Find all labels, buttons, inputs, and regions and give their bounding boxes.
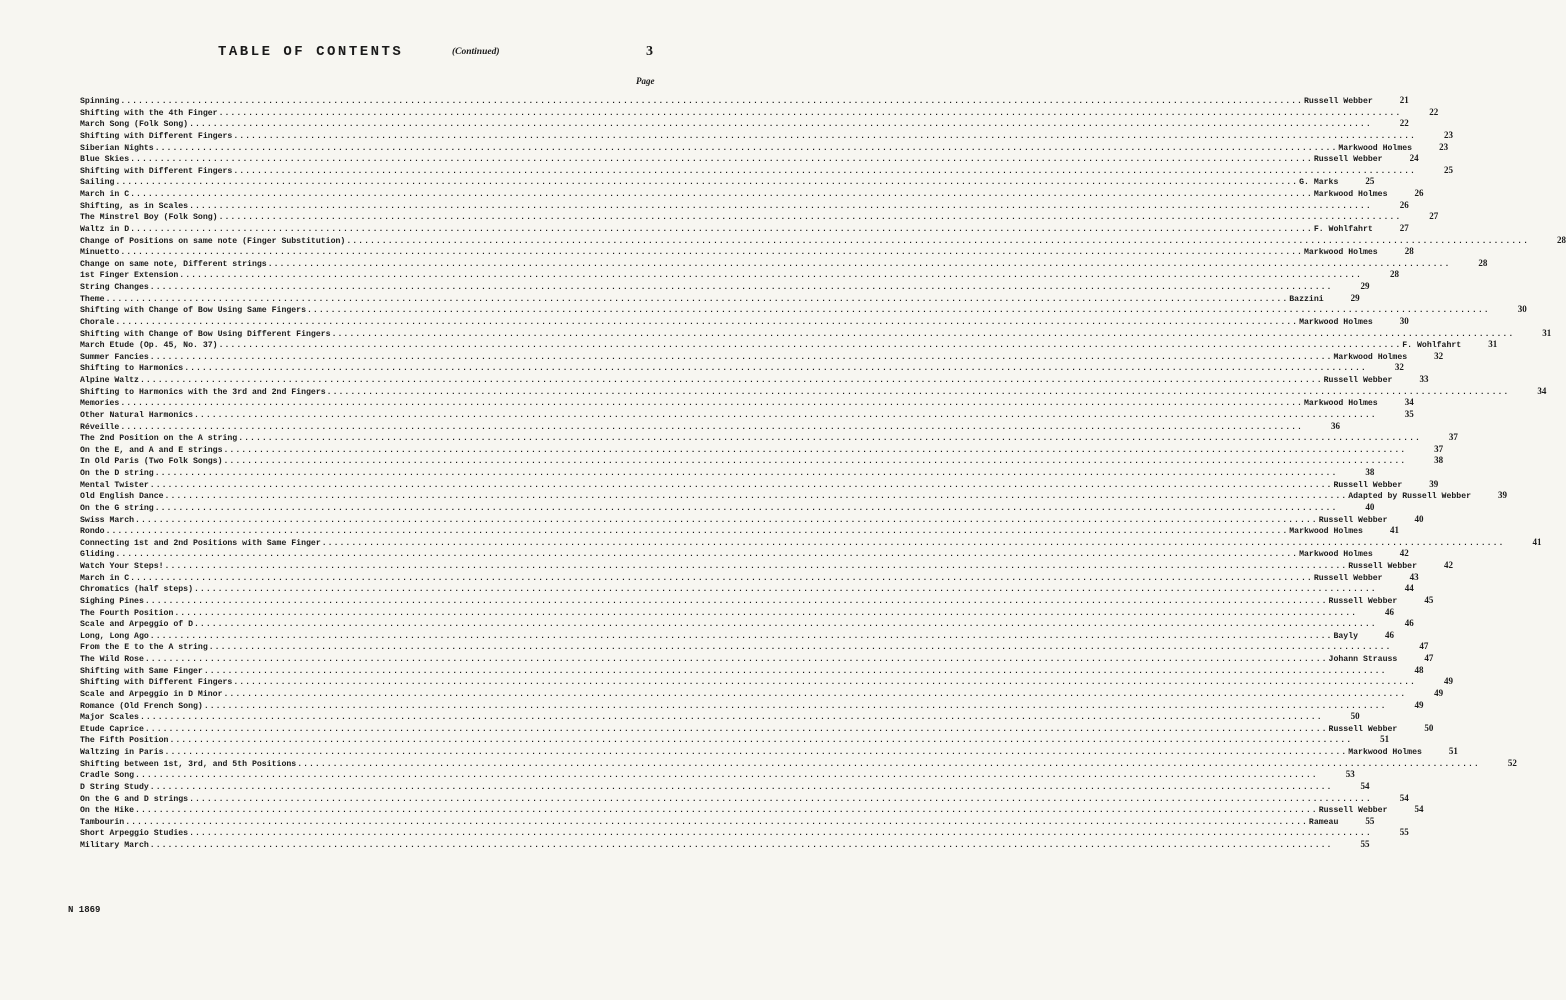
toc-entry [80,385,1547,398]
toc-entry [80,653,1434,665]
dot-leader: ........................................................................................................................................................................................................ [144,655,1328,664]
toc-entry-title: Change of Positions on same note (Finger Substitution) [80,236,346,246]
toc-entry [80,304,1527,316]
dot-leader: ........................................................................................................................................................................................................ [149,352,1333,362]
toc-entry-page: 27 [1429,211,1439,222]
toc-entry [80,315,1409,328]
toc-entry [80,141,1449,154]
dot-leader: ........................................................................................................................................................................................................ [203,701,1387,711]
toc-entry-page: 38 [1434,455,1444,466]
toc-entry-page: 22 [1399,118,1409,129]
toc-entry-title: Swiss March [80,515,135,525]
toc-entry [80,339,1498,351]
toc-entry-page: 44 [1404,583,1414,594]
dot-leader: ........................................................................................................................................................................................................ [154,503,1338,513]
toc-entry-page: 47 [1424,653,1434,663]
toc-entry [80,467,1375,479]
toc-entry-page: 46 [1404,618,1414,629]
dot-leader: ........................................................................................................................................................................................................ [135,515,1318,525]
page-title: TABLE OF CONTENTS [218,44,404,60]
toc-entry [80,327,1552,340]
toc-entry-page: 28 [1478,257,1488,268]
toc-entry [80,408,1414,421]
toc-entry-title: Chorale [80,317,115,327]
toc-entry-title: Shifting with Different Fingers [80,131,233,141]
toc-entry-title: Shifting, as in Scales [80,201,189,211]
toc-entry [80,164,1453,177]
toc-entry-author: Rameau [1308,817,1339,827]
toc-entry-page: 37 [1434,443,1444,454]
toc-entry-author: Markwood Holmes [1303,248,1378,258]
toc-entry [80,199,1409,212]
dot-leader: ........................................................................................................................................................................................................ [189,829,1372,839]
toc-entry-page: 48 [1414,664,1424,675]
toc-entry-page: 30 [1399,315,1409,326]
toc-entry-title: D String Study [80,782,149,792]
toc-entry-title: Etude Caprice [80,724,144,734]
toc-entry-page: 31 [1488,339,1498,350]
dot-leader: ........................................................................................................................................................................................................ [346,236,1529,246]
toc-entry [80,629,1395,642]
toc-entry-title: Theme [80,294,105,304]
toc-entry-page: 29 [1360,281,1370,291]
toc-entry-page: 39 [1498,490,1508,501]
dot-leader: ........................................................................................................................................................................................................ [125,817,1308,827]
toc-entry-title: Old English Dance [80,492,164,502]
toc-entry-title: Shifting with Change of Bow Using Same Fingers [80,306,307,316]
toc-entry-title: Scale and Arpeggio of D [80,620,194,630]
toc-entry [80,722,1434,735]
toc-entry [80,513,1424,526]
toc-entry-title: March Song (Folk Song) [80,120,189,130]
toc-entry-page: 25 [1443,164,1453,175]
toc-entry [80,548,1409,560]
dot-leader: ........................................................................................................................................................................................................ [223,689,1407,699]
toc-entry-author: Markwood Holmes [1338,143,1413,153]
toc-entry-title: Mental Twister [80,480,149,490]
toc-entry-page: 49 [1434,687,1444,698]
toc-entry-title: Rondo [80,527,105,537]
toc-entry-page: 29 [1350,292,1360,303]
dot-leader: ........................................................................................................................................................................................................ [233,678,1416,688]
toc-entry-title: Summer Fancies [80,352,149,362]
toc-entry-page: 28 [1557,234,1566,245]
toc-entry-title: On the E, and A and E strings [80,445,223,455]
dot-leader: ........................................................................................................................................................................................................ [218,108,1402,118]
dot-leader: ........................................................................................................................................................................................................ [105,527,1289,537]
dot-leader: ........................................................................................................................................................................................................ [130,224,1313,234]
dot-leader: ........................................................................................................................................................................................................ [149,841,1333,850]
toc-entry-title: From the E to the A string [80,643,208,653]
toc-entry-title: Connecting 1st and 2nd Positions with Same Finger [80,538,321,548]
toc-entry-title: Chromatics (half steps) [80,585,194,595]
toc-entry-author: Russell Webber [1328,724,1398,734]
dot-leader: ........................................................................................................................................................................................................ [189,120,1372,130]
toc-entry-author: G. Marks [1299,178,1339,188]
dot-leader: ........................................................................................................................................................................................................ [267,259,1451,269]
toc-entry-author: Adapted by Russell Webber [1348,492,1472,502]
toc-entry-title: String Changes [80,283,149,292]
toc-entry-page: 46 [1385,629,1395,640]
toc-entry-title: The Fourth Position [80,608,174,618]
toc-entry-page: 31 [1542,327,1552,338]
toc-entry-title: Romance (Old French Song) [80,701,203,711]
dot-leader: ........................................................................................................................................................................................................ [115,178,1299,188]
toc-entry-page: 40 [1365,501,1375,512]
page-header [0,44,711,64]
toc-entry-title: Waltzing in Paris [80,748,164,757]
dot-leader: ........................................................................................................................................................................................................ [130,155,1313,165]
toc-entry [80,525,1399,537]
dot-leader: ........................................................................................................................................................................................................ [115,317,1299,327]
toc-entry-page: 55 [1399,827,1409,838]
toc-entry-title: On the D string [80,469,154,478]
dot-leader: ........................................................................................................................................................................................................ [223,457,1407,467]
dot-leader: ........................................................................................................................................................................................................ [307,306,1490,316]
toc-entry [80,606,1395,619]
toc-entry [80,397,1414,409]
toc-entry-title: Change on same note, Different strings [80,259,267,269]
toc-entry [80,804,1424,816]
toc-entry-title: On the Hike [80,806,135,816]
toc-entry-title: Short Arpeggio Studies [80,829,189,839]
toc-entry [80,95,1409,107]
toc-entry-page: 27 [1399,222,1409,233]
toc-entry-author: Markwood Holmes [1333,352,1408,362]
toc-entry-page: 49 [1414,699,1424,710]
toc-entry-author: Russell Webber [1318,806,1388,816]
dot-leader: ........................................................................................................................................................................................................ [120,422,1303,432]
toc-entry-page: 49 [1443,676,1453,687]
toc-entry [80,664,1424,677]
toc-entry-page: 26 [1414,188,1424,198]
dot-leader: ........................................................................................................................................................................................................ [179,271,1362,281]
toc-entry-page: 52 [1507,757,1517,768]
toc-entry-title: On the G and D strings [80,794,189,804]
toc-entry [80,455,1444,467]
toc-entry-title: Gliding [80,550,115,560]
dot-leader: ........................................................................................................................................................................................................ [115,550,1299,560]
toc-entry-page: 25 [1365,176,1375,187]
toc-entry-page: 21 [1399,95,1409,105]
toc-entry [80,711,1360,723]
toc-entry [80,536,1542,549]
dot-leader: ........................................................................................................................................................................................................ [194,620,1377,630]
toc-entry [80,687,1444,700]
dot-leader: ........................................................................................................................................................................................................ [174,608,1358,618]
toc-entry-title: 1st Finger Extension [80,271,179,281]
table-of-contents [80,95,1566,851]
toc-entry [80,769,1355,781]
toc-entry-page: 51 [1448,746,1458,756]
dot-leader: ........................................................................................................................................................................................................ [144,596,1328,606]
toc-entry-title: Long, Long Ago [80,631,149,641]
toc-entry-title: Shifting to Harmonics [80,364,184,374]
toc-entry-author: Russell Webber [1333,480,1403,490]
toc-entry [80,234,1566,247]
toc-entry-page: 28 [1404,246,1414,257]
toc-entry-page: 45 [1424,594,1434,605]
toc-entry [80,222,1409,235]
toc-entry-title: Memories [80,399,120,409]
dot-leader: ........................................................................................................................................................................................................ [218,341,1402,351]
toc-entry-page: 50 [1350,711,1360,722]
dot-leader: ........................................................................................................................................................................................................ [139,376,1323,385]
toc-entry [80,350,1444,363]
toc-entry-page: 24 [1409,153,1419,164]
toc-entry-title: Shifting with Change of Bow Using Different Fingers [80,329,331,339]
toc-entry-title: Scale and Arpeggio in D Minor [80,689,223,699]
toc-entry-title: The Minstrel Boy (Folk Song) [80,213,218,223]
dot-leader: ........................................................................................................................................................................................................ [149,480,1333,490]
dot-leader: ........................................................................................................................................................................................................ [223,445,1407,455]
toc-entry [80,269,1399,281]
toc-entry-title: Waltz in D [80,224,130,234]
toc-entry-author: Russell Webber [1323,376,1393,385]
toc-entry [80,281,1370,293]
toc-entry-title: Major Scales [80,713,139,723]
toc-entry-page: 23 [1439,141,1449,152]
toc-entry [80,246,1414,258]
toc-entry-page: 39 [1429,478,1439,489]
toc-entry-title: Tambourin [80,817,125,827]
toc-entry-title: Alpine Waltz [80,376,139,385]
toc-entry-title: In Old Paris (Two Folk Songs) [80,457,223,467]
toc-entry-title: Blue Skies [80,155,130,165]
dot-leader: ........................................................................................................................................................................................................ [321,538,1505,548]
dot-leader: ........................................................................................................................................................................................................ [326,387,1510,397]
toc-entry-author: F. Wohlfahrt [1313,224,1373,234]
toc-entry-author: Markwood Holmes [1299,550,1373,560]
dot-leader: ........................................................................................................................................................................................................ [233,131,1416,141]
toc-entry [80,827,1409,839]
toc-entry-page: 42 [1399,548,1409,559]
dot-leader: ........................................................................................................................................................................................................ [105,294,1289,304]
toc-entry-page: 42 [1444,560,1453,570]
toc-entry-title: March Etude (Op. 45, No. 37) [80,341,218,351]
toc-entry-title: Watch Your Steps! [80,562,164,571]
dot-leader: ........................................................................................................................................................................................................ [238,434,1421,444]
dot-leader: ........................................................................................................................................................................................................ [130,573,1313,583]
toc-entry [80,257,1488,270]
toc-entry-page: 50 [1424,722,1434,733]
toc-entry [80,618,1414,630]
toc-entry-title: Réveille [80,422,120,432]
toc-entry-page: 35 [1404,408,1414,419]
toc-entry [80,641,1429,653]
toc-entry-title: Spinning [80,97,120,106]
toc-entry-title: March in C [80,573,130,583]
toc-entry [80,676,1453,688]
dot-leader: ........................................................................................................................................................................................................ [164,562,1348,571]
toc-entry-title: March in C [80,190,130,199]
toc-entry-title: Military March [80,841,149,850]
toc-entry-title: Cradle Song [80,771,135,781]
toc-entry-page: 46 [1385,606,1395,617]
dot-leader: ........................................................................................................................................................................................................ [194,410,1377,420]
toc-entry [80,118,1409,130]
toc-entry [80,757,1517,770]
dot-leader: ........................................................................................................................................................................................................ [120,399,1303,409]
dot-leader: ........................................................................................................................................................................................................ [149,283,1333,292]
dot-leader: ........................................................................................................................................................................................................ [208,643,1392,653]
dot-leader: ........................................................................................................................................................................................................ [120,97,1303,106]
toc-entry-page: 53 [1345,769,1355,780]
toc-entry-title: Shifting to Harmonics with the 3rd and 2nd Fingers [80,387,326,397]
toc-entry-author: Markwood Holmes [1303,399,1378,409]
toc-entry-title: Shifting with Same Finger [80,666,203,676]
toc-entry [80,362,1404,374]
toc-entry [80,746,1458,758]
toc-entry-author: F. Wohlfahrt [1402,341,1462,351]
toc-entry-author: Bayly [1333,631,1359,641]
toc-entry-page: 26 [1399,199,1409,210]
dot-leader: ........................................................................................................................................................................................................ [135,771,1318,781]
toc-entry [80,792,1409,805]
toc-entry-author: Russell Webber [1328,596,1398,606]
dot-leader: ........................................................................................................................................................................................................ [149,631,1333,641]
toc-entry [80,188,1424,200]
dot-leader: ........................................................................................................................................................................................................ [184,364,1367,374]
toc-entry-title: The Wild Rose [80,655,144,664]
toc-entry [80,443,1444,456]
dot-leader: ........................................................................................................................................................................................................ [154,143,1338,153]
toc-entry [80,815,1375,828]
toc-entry-author: Markwood Holmes [1299,317,1373,327]
toc-entry [80,176,1375,188]
toc-entry [80,420,1340,433]
toc-entry [80,594,1434,607]
continued-label: (Continued) [452,47,500,57]
toc-entry-title: Shifting with Different Fingers [80,166,233,176]
toc-entry-title: Shifting between 1st, 3rd, and 5th Positions [80,759,297,769]
toc-entry-author: Markwood Holmes [1313,190,1388,199]
toc-entry [80,839,1370,851]
toc-entry [80,432,1458,444]
dot-leader: ........................................................................................................................................................................................................ [164,492,1348,502]
toc-entry-page: 47 [1419,641,1429,652]
dot-leader: ........................................................................................................................................................................................................ [154,469,1338,478]
toc-entry [80,211,1439,223]
dot-leader: ........................................................................................................................................................................................................ [331,329,1515,339]
dot-leader: ........................................................................................................................................................................................................ [194,585,1377,595]
dot-leader: ........................................................................................................................................................................................................ [297,759,1480,769]
toc-entry-page: 54 [1399,792,1409,803]
dot-leader: ........................................................................................................................................................................................................ [139,713,1323,723]
toc-entry-author: Johann Strauss [1328,655,1398,664]
toc-entry-page: 41 [1532,536,1542,547]
toc-entry-title: Sighing Pines [80,596,144,606]
toc-entry-author: Russell Webber [1303,97,1373,106]
toc-entry-page: 34 [1404,397,1414,408]
toc-entry-page: 43 [1409,571,1419,582]
dot-leader: ........................................................................................................................................................................................................ [169,736,1353,746]
toc-entry [80,129,1453,142]
toc-entry [80,780,1370,793]
page-column-label: Page [636,76,655,86]
toc-entry-author: Russell Webber [1313,155,1383,165]
toc-entry-author: Russell Webber [1313,573,1383,583]
toc-entry-page: 55 [1365,815,1375,826]
dot-leader: ........................................................................................................................................................................................................ [144,724,1328,734]
toc-entry-title: Shifting with Different Fingers [80,678,233,688]
toc-entry [80,699,1424,712]
toc-entry-title: Shifting with the 4th Finger [80,108,218,118]
toc-entry-page: 51 [1380,734,1390,745]
dot-leader: ........................................................................................................................................................................................................ [189,201,1372,211]
dot-leader: ........................................................................................................................................................................................................ [189,794,1372,804]
toc-entry-title: The Fifth Position [80,736,169,746]
toc-entry-page: 32 [1434,350,1444,361]
catalog-number: N 1869 [68,905,101,915]
toc-entry [80,374,1429,386]
toc-entry-title: Other Natural Harmonics [80,410,194,420]
toc-entry-page: 23 [1443,129,1453,140]
toc-entry-page: 30 [1517,304,1527,315]
toc-entry-page: 32 [1394,362,1404,373]
toc-entry-author: Bazzini [1289,294,1324,304]
toc-entry-title: Minuetto [80,248,120,258]
toc-entry-page: 54 [1360,780,1370,791]
toc-entry-page: 41 [1389,525,1399,536]
toc-entry-page: 55 [1360,839,1370,849]
toc-entry-page: 28 [1389,269,1399,280]
toc-entry-author: Markwood Holmes [1289,527,1363,537]
toc-entry [80,478,1439,491]
dot-leader: ........................................................................................................................................................................................................ [149,782,1333,792]
toc-entry-author: Russell Webber [1348,562,1417,571]
toc-entry [80,583,1414,595]
toc-entry-page: 22 [1429,106,1439,117]
toc-entry-title: On the G string [80,503,154,513]
toc-entry-page: 36 [1330,420,1340,431]
toc-entry [80,501,1375,514]
toc-entry-page: 33 [1419,374,1429,384]
dot-leader: ........................................................................................................................................................................................................ [135,806,1318,816]
dot-leader: ........................................................................................................................................................................................................ [203,666,1387,676]
toc-entry [80,560,1453,572]
dot-leader: ........................................................................................................................................................................................................ [130,190,1313,199]
dot-leader: ........................................................................................................................................................................................................ [164,748,1348,757]
page-number: 3 [646,44,653,59]
toc-entry [80,153,1419,165]
toc-entry [80,490,1508,502]
toc-entry-title: The 2nd Position on the A string [80,434,238,444]
toc-entry-page: 38 [1365,467,1375,477]
toc-entry-page: 37 [1448,432,1458,443]
dot-leader: ........................................................................................................................................................................................................ [218,213,1402,223]
toc-entry-title: Sailing [80,178,115,188]
toc-entry-page: 34 [1537,385,1547,396]
dot-leader: ........................................................................................................................................................................................................ [120,248,1303,258]
toc-entry-page: 40 [1414,513,1424,524]
toc-entry-author: Russell Webber [1318,515,1388,525]
toc-entry-author: Markwood Holmes [1348,748,1422,757]
toc-entry [80,734,1390,746]
dot-leader: ........................................................................................................................................................................................................ [233,166,1416,176]
toc-entry [80,106,1439,119]
toc-entry [80,292,1360,305]
toc-entry-page: 54 [1414,804,1424,815]
toc-entry-title: Siberian Nights [80,143,154,153]
toc-entry [80,571,1419,584]
